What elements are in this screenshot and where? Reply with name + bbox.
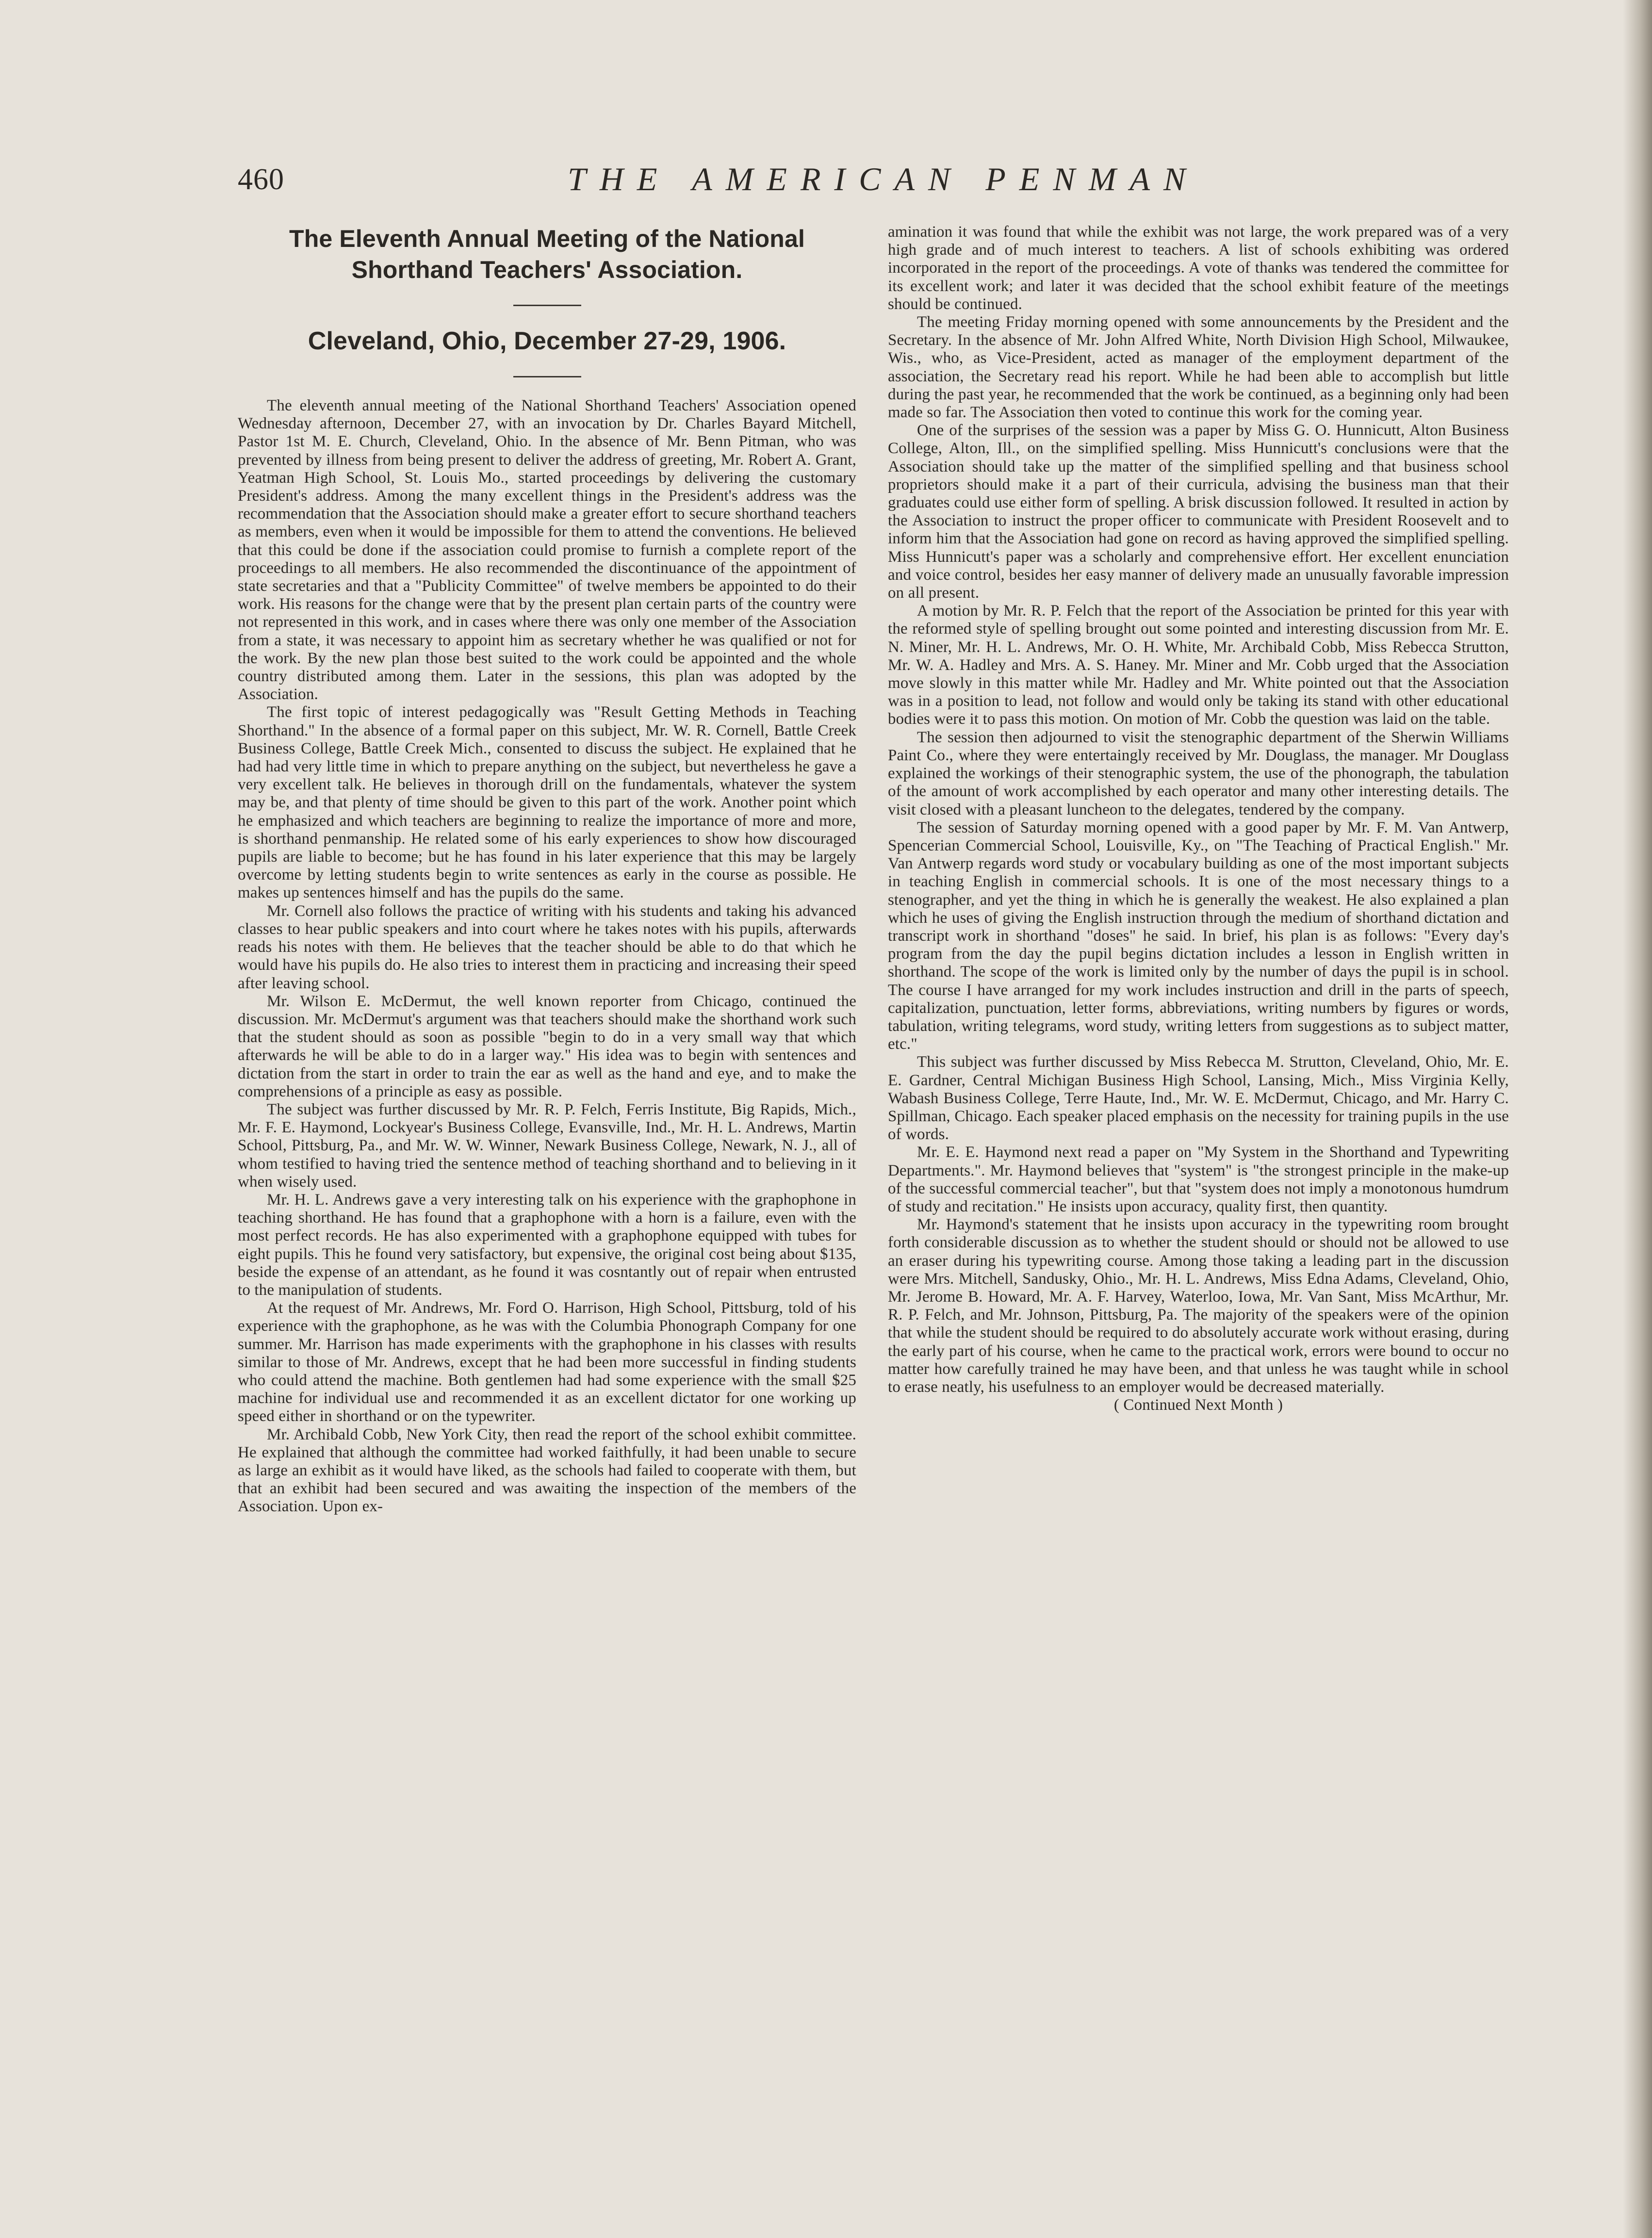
paragraph: One of the surprises of the session was a paper by Miss G. O. Hunnicutt, Alton Business College, Alton, Ill., on the simplified spelling. Miss Hunnicutt's conclusions were that the Association should take up the matter of the simplified spelling and that business school proprietors should make it a part of their curricula, advising the business man that their graduates could use either form of spelling. A brisk discussion followed. It resulted in action by the Association to instruct the proper officer to communicate with President Roosevelt and to inform him that the Association had gone on record as having approved the simplified spelling. Miss Hunnicutt's paper was a scholarly and comprehensive effort. Her excellent enunciation and voice control, besides her easy manner of delivery made an unusually favorable impression on all present. [888,422,1509,602]
subtitle-rule [513,376,581,377]
paragraph: At the request of Mr. Andrews, Mr. Ford O. Harrison, High School, Pittsburg, told of his experience with the graphophone, as he was with the Columbia Phonograph Company for one summer. Mr. Harrison has made experiments with the graphophone in his classes with results similar to those of Mr. Andrews, except that he had been more successful in finding students who could attend the machine. Both gentlemen had had some experience with the small $25 machine for individual use and recommended it as an excellent dictator for one working up speed either in shorthand or on the typewriter. [238,1299,856,1425]
page-number: 460 [238,163,284,196]
paragraph: The meeting Friday morning opened with some announcements by the President and the Secretary. In the absence of Mr. John Alfred White, North Division High School, Milwaukee, Wis., who, as Vice-President, acted as manager of the employment department of the association, the Secretary read his report. While he had been able to accomplish but little during the past year, he recommended that the work be continued, as a beginning only had been made so far. The Association then voted to continue this work for the coming year. [888,313,1509,422]
page-edge-shadow [1623,0,1652,2238]
paragraph: Mr. E. E. Haymond next read a paper on "My System in the Shorthand and Typewriting Departments.". Mr. Haymond believes that "system" is "the strongest principle in the make-up of the successful commercial teacher", but that "system does not imply a monotonous humdrum of study and recitation." He insists upon accuracy, quality first, then quantity. [888,1144,1509,1215]
paragraph: Mr. H. L. Andrews gave a very interesting talk on his experience with the graphophone in teaching shorthand. He has found that a graphophone with a horn is a failure, even with the most perfect records. He has also experimented with a graphophone equipped with tubes for eight pupils. This he found very satisfactory, but expensive, the original cost being about $135, beside the expense of an attendant, as he found it was cosntantly out of repair when entrusted to the manipulation of students. [238,1191,856,1299]
paragraph: Mr. Cornell also follows the practice of writing with his students and taking his advanced classes to hear public speakers and into court where he takes notes with his pupils, afterwards reads his notes with them. He believes that the teacher should be able to do that which he would have his pupils do. He also tries to interest them in practicing and increasing their speed after leaving school. [238,902,856,992]
paragraph: This subject was further discussed by Miss Rebecca M. Strutton, Cleveland, Ohio, Mr. E. E. Gardner, Central Michigan Business High School, Lansing, Mich., Miss Virginia Kelly, Wabash Business College, Terre Haute, Ind., Mr. W. E. McDermut, Chicago, and Mr. Harry C. Spillman, Chicago. Each speaker placed emphasis on the necessity for training pupils in the use of words. [888,1053,1509,1144]
paragraph: amination it was found that while the exhibit was not large, the work prepared was of a very high grade and of much interest to teachers. A list of schools exhibiting was ordered incorporated in the report of the proceedings. A vote of thanks was tendered the committee for its excellent work; and later it was decided that the school exhibit feature of the meetings should be continued. [888,223,1509,313]
running-head: THE AMERICAN PENMAN [568,161,1199,197]
paragraph: The first topic of interest pedagogically was "Result Getting Methods in Teaching Shorthand." In the absence of a formal paper on this subject, Mr. W. R. Cornell, Battle Creek Business College, Battle Creek Mich., consented to discuss the subject. He explained that he had had very little time in which to prepare anything on the subject, but nevertheless he gave a very excellent talk. He believes in thorough drill on the fundamentals, whatever the system may be, and that plenty of time should be given to this part of the work. Another point which he emphasized and which teachers are beginning to realize the importance of more and more, is shorthand penmanship. He related some of his early experiences to show how discouraged pupils are liable to become; but he has found in his later experience that this may be largely overcome by letting students begin to write sentences as early in the course as possible. He makes up sentences himself and has the pupils do the same. [238,703,856,902]
article-title: The Eleventh Annual Meeting of the National Shorthand Teachers' Association. [289,225,805,283]
paragraph: Mr. Wilson E. McDermut, the well known reporter from Chicago, continued the discussion. Mr. McDermut's argument was that teachers should make the shorthand work such that the student should as soon as possible "begin to do in a very small way that which afterwards he will be able to do in a larger way." His idea was to begin with sentences and dictation from the start in order to train the ear as well as the hand and eye, and to make the comprehensions of a principle as easy as possible. [238,992,856,1100]
paragraph: The session then adjourned to visit the stenographic department of the Sherwin Williams Paint Co., where they were entertaingly received by Mr. Douglass, the manager. Mr Douglass explained the workings of their stenographic system, the use of the phonograph, the tabulation of the amount of work accomplished by each operator and many other interesting details. The visit closed with a pleasant luncheon to the delegates, tendered by the company. [888,728,1509,818]
continued-note: ( Continued Next Month ) [1113,1396,1283,1414]
article-subtitle: Cleveland, Ohio, December 27-29, 1906. [308,327,786,355]
paragraph: The session of Saturday morning opened with a good paper by Mr. F. M. Van Antwerp, Spencerian Commercial School, Louisville, Ky., on "The Teaching of Practical English." Mr. Van Antwerp regards word study or vocabulary building as one of the most important subjects in teaching English in commercial schools. It is one of the most necessary things to a stenographer, and yet the thing in which he is generally the weakest. He also explained a plan which he uses of giving the English instruction through the medium of shorthand dictation and transcript work in shorthand "doses" he said. In brief, his plan is as follows: "Every day's program from the day the pupil begins dictation includes a lesson in English written in shorthand. The scope of the work is limited only by the number of days the pupil is in school. The course I have arranged for my work includes instruction and drill in the parts of speech, capitalization, punctuation, letter forms, abbreviations, writing numbers by figures or words, tabulation, writing telegrams, word study, writing letters from suggestions as to subject matter, etc." [888,818,1509,1053]
left-column [238,223,856,1516]
right-column [888,223,1509,1414]
paragraph: A motion by Mr. R. P. Felch that the report of the Association be printed for this year with the reformed style of spelling brought out some pointed and interesting discussion from Mr. E. N. Miner, Mr. H. L. Andrews, Mr. O. H. White, Mr. Archibald Cobb, Miss Rebecca Strutton, Mr. W. A. Hadley and Mrs. A. S. Haney. Mr. Miner and Mr. Cobb urged that the Association move slowly in this matter while Mr. Hadley and Mr. White pointed out that the Association was in a position to lead, not follow and would only be taking its stand with other educational bodies were it to pass this motion. On motion of Mr. Cobb the question was laid on the table. [888,602,1509,728]
paragraph: Mr. Haymond's statement that he insists upon accuracy in the typewriting room brought forth considerable discussion as to whether the student should or should not be allowed to use an eraser during his typewriting course. Among those taking a leading part in the discussion were Mrs. Mitchell, Sandusky, Ohio., Mr. H. L. Andrews, Miss Edna Adams, Cleveland, Ohio, Mr. Jerome B. Howard, Mr. A. F. Harvey, Waterloo, Iowa, Mr. Van Sant, Miss McArthur, Mr. R. P. Felch, and Mr. Johnson, Pittsburg, Pa. The majority of the speakers were of the opinion that while the student should be required to do absolutely accurate work without erasing, during the early part of his course, when he came to the practical work, errors were bound to occur no matter how carefully trained he may have been, and that unless he was taught while in school to erase neatly, his usefulness to an employer would be decreased materially. [888,1216,1509,1396]
title-rule [513,305,581,306]
paragraph: Mr. Archibald Cobb, New York City, then read the report of the school exhibit committee. He explained that although the committee had worked faithfully, it had been unable to secure as large an exhibit as it would have liked, as the schools had failed to cooperate with them, but that an exhibit had been secured and was awaiting the inspection of the members of the Association. Upon ex- [238,1425,856,1516]
paragraph: The eleventh annual meeting of the National Shorthand Teachers' Association opened Wednesday afternoon, December 27, with an invocation by Dr. Charles Bayard Mitchell, Pastor 1st M. E. Church, Cleveland, Ohio. In the absence of Mr. Benn Pitman, who was prevented by illness from being present to deliver the address of greeting, Mr. Robert A. Grant, Yeatman High School, St. Louis Mo., started proceedings by delivering the customary President's address. Among the many excellent things in the President's address was the recommendation that the Association should make a greater effort to secure shorthand teachers as members, even when it would be impossible for them to attend the conventions. He believed that this could be done if the association could promise to furnish a complete report of the proceedings to all members. He also recommended the discontinuance of the appointment of state secretaries and that a "Publicity Committee" of twelve members be appointed to do their work. His reasons for the change were that by the present plan certain parts of the country were not represented in this work, and in cases where there was only one member of the Association from a state, it was necessary to appoint him as secretary whether he was qualified or not for the work. By the new plan those best suited to the work could be appointed and the whole country distributed among them. Later in the sessions, this plan was adopted by the Association. [238,397,856,703]
paragraph: The subject was further discussed by Mr. R. P. Felch, Ferris Institute, Big Rapids, Mich., Mr. F. E. Haymond, Lockyear's Business College, Evansville, Ind., Mr. H. L. Andrews, Martin School, Pittsburg, Pa., and Mr. W. W. Winner, Newark Business College, Newark, N. J., all of whom testified to having tried the sentence method of teaching shorthand and to believing in it when wisely used. [238,1100,856,1191]
